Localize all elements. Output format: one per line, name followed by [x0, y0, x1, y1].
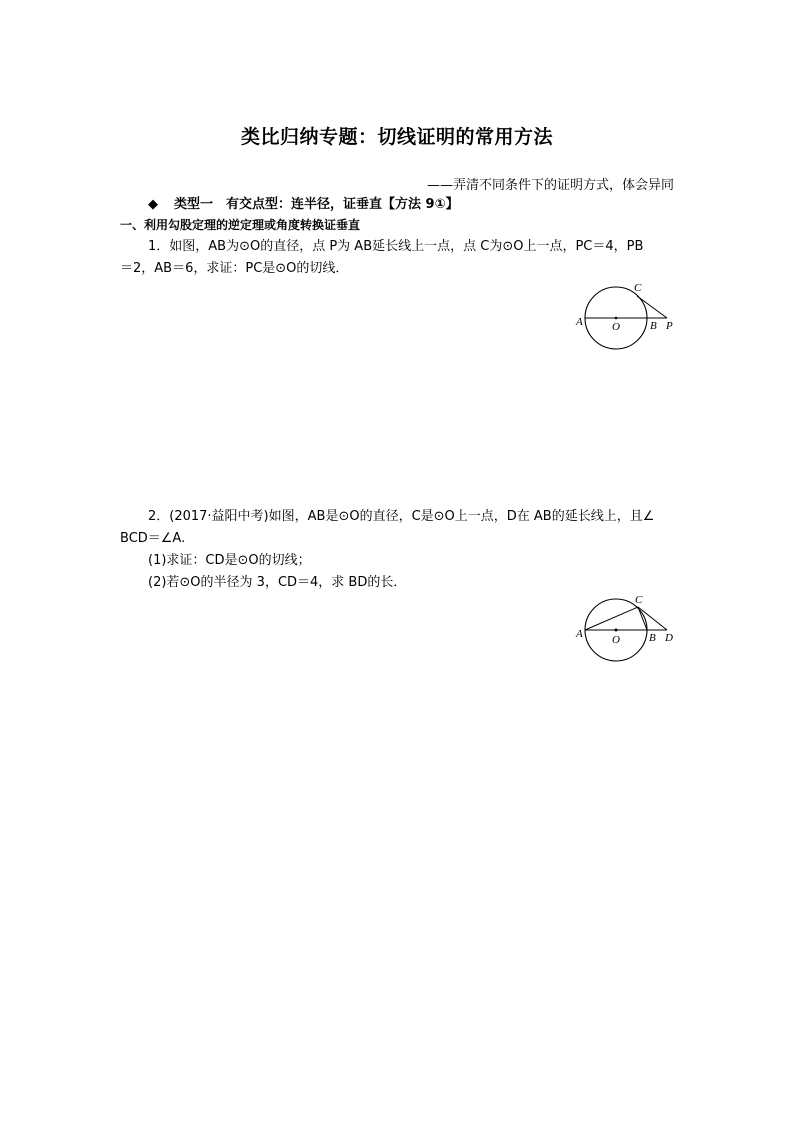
circle-tangent-triangle-diagram — [572, 590, 682, 670]
line-ac — [585, 607, 638, 630]
circle-tangent-diagram — [572, 278, 682, 358]
label-o: O — [612, 321, 620, 333]
label-c: C — [635, 594, 643, 606]
problem2-part2: (2)若⊙O的半径为 3，CD＝4，求 BD的长． — [148, 575, 407, 590]
page-title: 类比归纳专题：切线证明的常用方法 — [240, 126, 553, 148]
label-b: B — [650, 320, 657, 332]
center-dot — [615, 317, 618, 320]
problem2-part1: (1)求证：CD是⊙O的切线； — [148, 553, 311, 568]
label-c: C — [634, 282, 642, 294]
section-subheading: 一、利用勾股定理的逆定理或角度转换证垂直 — [120, 218, 361, 232]
problem2-figure — [572, 590, 682, 674]
label-o: O — [612, 634, 620, 646]
label-a: A — [576, 628, 583, 640]
problem1-figure — [572, 278, 682, 362]
line-cp — [637, 296, 667, 318]
type-label: 类型一 有交点型：连半径，证垂直【方法 9①】 — [174, 197, 459, 212]
problem2-line1: 2．(2017·益阳中考)如图，AB是⊙O的直径，C是⊙O上一点，D在 AB的延长线上，且∠ — [148, 509, 655, 524]
problem2-line2: BCD＝∠A. — [120, 531, 186, 546]
label-p: P — [666, 320, 673, 332]
center-dot — [615, 629, 618, 632]
diamond-icon: ◆ — [148, 197, 158, 212]
page-subtitle: ——弄清不同条件下的证明方式，体会异同 — [426, 178, 674, 193]
label-d: D — [665, 632, 673, 644]
label-a: A — [576, 316, 583, 328]
problem1-line1: 1．如图，AB为⊙O的直径，点 P为 AB延长线上一点，点 C为⊙O上一点，PC＝4，PB — [148, 239, 644, 254]
label-b: B — [649, 632, 656, 644]
problem1-line2: ＝2，AB＝6，求证：PC是⊙O的切线． — [120, 261, 349, 276]
type-heading — [120, 194, 680, 216]
